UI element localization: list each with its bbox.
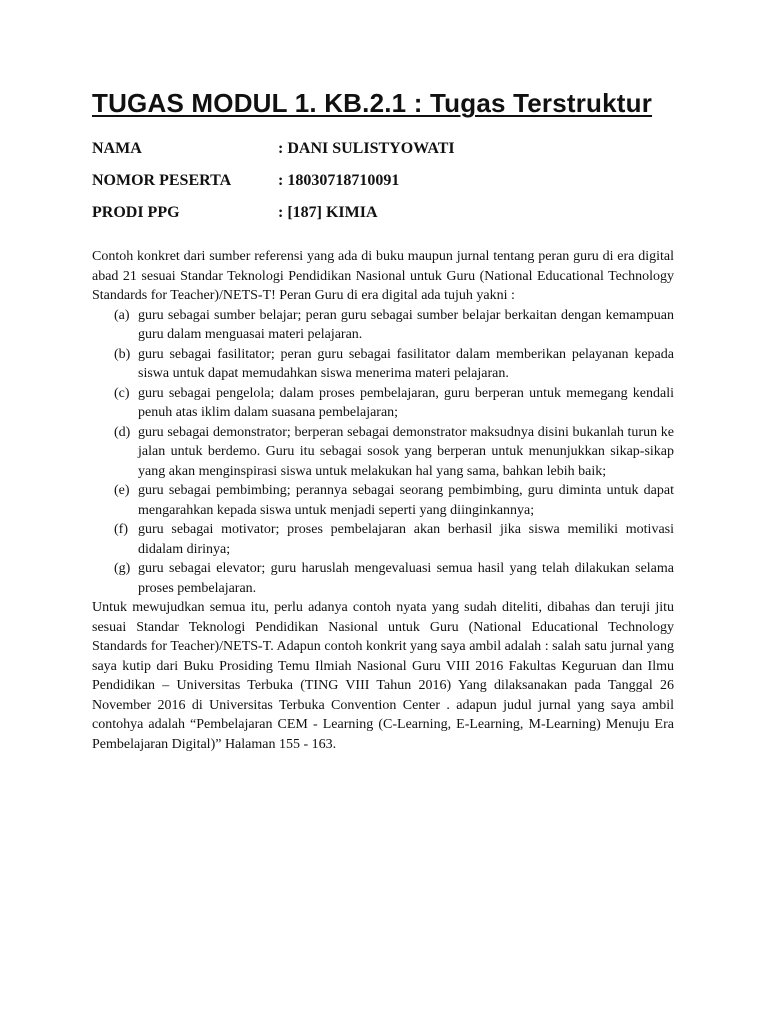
info-label: PRODI PPG [92, 204, 180, 221]
list-marker: (c) [114, 385, 130, 401]
list-item-text: guru sebagai motivator; proses pembelajaran akan berhasil jika siswa memiliki motivasi didalam dirinya; [138, 522, 674, 557]
list-item-text: guru sebagai sumber belajar; peran guru sebagai sumber belajar berkaitan dengan kemampuan guru dalam menguasai materi pelajaran. [138, 307, 674, 342]
list-item-text: guru sebagai demonstrator; berperan sebagai demonstrator maksudnya disini bukanlah turun ke jalan untuk berdemo. Guru itu sebagai sosok yang berperan untuk menunjukkan sikap-sikap yang akan menginspirasi siswa untuk melakukan hal yang sama, bahkan lebih baik; [138, 424, 674, 479]
info-value: : [187] KIMIA [278, 204, 378, 221]
list-item [114, 520, 674, 559]
list-item [114, 384, 674, 423]
identity-block [92, 133, 674, 229]
info-label: NOMOR PESERTA [92, 172, 232, 189]
list-marker: (g) [114, 561, 131, 576]
document-title: TUGAS MODUL 1. KB.2.1 : Tugas Terstruktur [92, 88, 653, 118]
teacher-roles-list [92, 306, 674, 599]
closing-paragraph: Untuk mewujudkan semua itu, perlu adanya contoh nyata yang sudah diteliti, dibahas dan teruji jitu sesuai Standar Teknologi Pendidikan Nasional untuk Guru (National Educational Technology Standards for Teacher)/NETS-T. Adapun contoh konkrit yang saya ambil adalah : salah satu jurnal yang saya kutip dari Buku Prosiding Temu Ilmiah Nasional Guru VIII 2016 Fakultas Keguruan dan Ilmu Pendidikan – Universitas Terbuka (TING VIII Tahun 2016) Yang dilaksanakan pada Tanggal 26 November 2016 di Universitas Terbuka Convention Center . adapun judul jurnal yang saya ambil contohya adalah “Pembelajaran CEM - Learning (C-Learning, E-Learning, M-Learning) Menuju Era Pembelajaran Digital)” Halaman 155 - 163. [92, 600, 674, 752]
list-marker: (f) [114, 522, 128, 537]
list-item-text: guru sebagai pembimbing; perannya sebagai seorang pembimbing, guru diminta untuk dapat mengarahkan kepada siswa untuk menjadi seperti yang diinginkannya; [138, 483, 674, 518]
intro-paragraph: Contoh konkret dari sumber referensi yang ada di buku maupun jurnal tentang peran guru di era digital abad 21 sesuai Standar Teknologi Pendidikan Nasional untuk Guru (National Educational Technology Standards for Teacher)/NETS-T! Peran Guru di era digital ada tujuh yakni : [92, 249, 674, 303]
list-item [114, 423, 674, 482]
info-row-prodi [92, 197, 674, 229]
list-marker: (d) [114, 424, 131, 440]
list-marker: (a) [114, 307, 130, 323]
list-marker: (e) [114, 483, 130, 498]
info-value: : 18030718710091 [278, 172, 400, 189]
list-item-text: guru sebagai fasilitator; peran guru sebagai fasilitator dalam memberikan pelayanan kepada siswa untuk dapat memudahkan siswa menerima materi pelajaran. [138, 346, 674, 381]
info-value: : DANI SULISTYOWATI [278, 140, 455, 157]
list-item-text: guru sebagai pengelola; dalam proses pembelajaran, guru berperan untuk memegang kendali penuh atas iklim dalam suasana pembelajaran; [138, 385, 674, 420]
list-item-text: guru sebagai elevator; guru haruslah mengevaluasi semua hasil yang telah dilakukan selama proses pembelajaran. [138, 561, 674, 596]
info-row-nama [92, 133, 674, 165]
list-item [114, 306, 674, 345]
info-row-nomor-peserta [92, 165, 674, 197]
info-label: NAMA [92, 140, 142, 157]
list-marker: (b) [114, 346, 131, 362]
list-item [114, 481, 674, 520]
list-item [114, 345, 674, 384]
list-item [114, 559, 674, 598]
